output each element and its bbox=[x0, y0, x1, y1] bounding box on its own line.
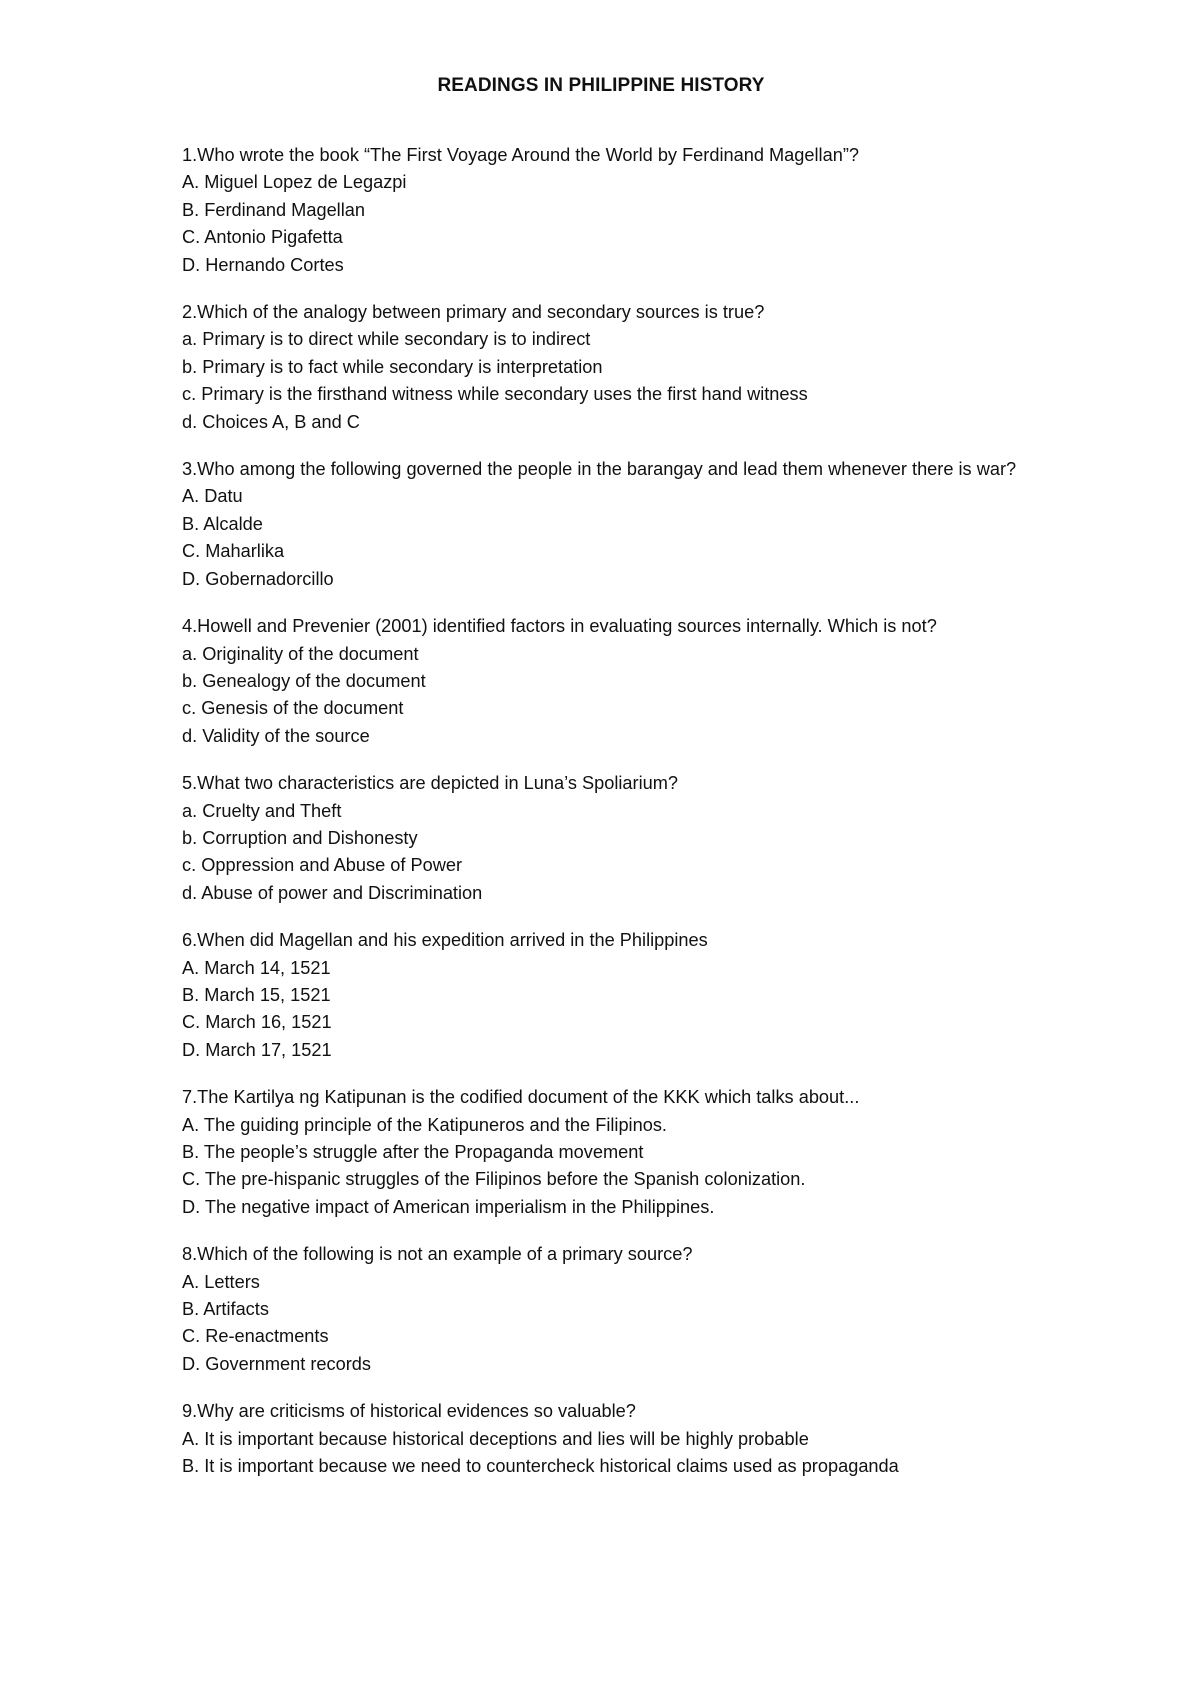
choice-list bbox=[182, 955, 1020, 1065]
choice: B. Alcalde bbox=[182, 513, 263, 534]
choice: c. Oppression and Abuse of Power bbox=[182, 855, 463, 876]
choice: D. Gobernadorcillo bbox=[182, 568, 334, 589]
question-8 bbox=[182, 1241, 1020, 1378]
question-text: 7.The Kartilya ng Katipunan is the codified document of the KKK which talks about... bbox=[182, 1087, 860, 1108]
choice: a. Cruelty and Theft bbox=[182, 800, 342, 821]
question-3 bbox=[182, 456, 1020, 593]
choice: c. Primary is the firsthand witness while secondary uses the first hand witness bbox=[182, 384, 808, 405]
question-7 bbox=[182, 1084, 1020, 1221]
choice: B. March 15, 1521 bbox=[182, 984, 331, 1005]
choice: C. Antonio Pigafetta bbox=[182, 227, 343, 248]
choice: A. Letters bbox=[182, 1271, 260, 1292]
question-text: 2.Which of the analogy between primary and secondary sources is true? bbox=[182, 302, 765, 323]
question-2 bbox=[182, 299, 1020, 436]
question-text: 5.What two characteristics are depicted in Luna’s Spoliarium? bbox=[182, 773, 679, 794]
choice: D. Government records bbox=[182, 1353, 372, 1374]
choice-list bbox=[182, 483, 1020, 593]
choice: d. Abuse of power and Discrimination bbox=[182, 882, 483, 903]
choice: D. The negative impact of American imperialism in the Philippines. bbox=[182, 1196, 715, 1217]
choice-list bbox=[182, 326, 1020, 436]
choice: A. March 14, 1521 bbox=[182, 957, 331, 978]
question-1 bbox=[182, 142, 1020, 279]
choice-list bbox=[182, 169, 1020, 279]
choice: b. Primary is to fact while secondary is interpretation bbox=[182, 356, 603, 377]
choice: C. Re-enactments bbox=[182, 1326, 329, 1347]
question-5 bbox=[182, 770, 1020, 907]
choice: B. Artifacts bbox=[182, 1299, 269, 1320]
choice-list bbox=[182, 1112, 1020, 1222]
choice-list bbox=[182, 1269, 1020, 1379]
choice-list bbox=[182, 641, 1020, 751]
choice: D. March 17, 1521 bbox=[182, 1039, 332, 1060]
choice: d. Validity of the source bbox=[182, 725, 370, 746]
question-9 bbox=[182, 1398, 1020, 1480]
choice: C. The pre-hispanic struggles of the Filipinos before the Spanish colonization. bbox=[182, 1169, 806, 1190]
choice: b. Genealogy of the document bbox=[182, 670, 426, 691]
choice: C. Maharlika bbox=[182, 541, 285, 562]
choice: A. Miguel Lopez de Legazpi bbox=[182, 172, 407, 193]
choice: a. Originality of the document bbox=[182, 643, 419, 664]
question-6 bbox=[182, 927, 1020, 1064]
choice: d. Choices A, B and C bbox=[182, 411, 360, 432]
choice: B. The people’s struggle after the Propaganda movement bbox=[182, 1142, 644, 1162]
question-4 bbox=[182, 613, 1020, 750]
choice: A. It is important because historical deceptions and lies will be highly probable bbox=[182, 1428, 809, 1449]
choice: B. It is important because we need to countercheck historical claims used as propaganda bbox=[182, 1456, 899, 1477]
choice: a. Primary is to direct while secondary is to indirect bbox=[182, 329, 591, 350]
question-text: 8.Which of the following is not an example of a primary source? bbox=[182, 1244, 693, 1265]
choice: A. Datu bbox=[182, 486, 243, 507]
choice: A. The guiding principle of the Katipuneros and the Filipinos. bbox=[182, 1114, 667, 1135]
question-text: 3.Who among the following governed the people in the barangay and lead them whenever there is war? bbox=[182, 459, 1017, 480]
document-title: READINGS IN PHILIPPINE HISTORY bbox=[437, 75, 765, 96]
choice-list bbox=[182, 798, 1020, 908]
question-text: 6.When did Magellan and his expedition arrived in the Philippines bbox=[182, 930, 708, 951]
choice: c. Genesis of the document bbox=[182, 698, 404, 719]
question-text: 9.Why are criticisms of historical evidences so valuable? bbox=[182, 1401, 636, 1422]
choice: D. Hernando Cortes bbox=[182, 254, 344, 275]
choice-list bbox=[182, 1426, 1020, 1481]
choice: C. March 16, 1521 bbox=[182, 1012, 332, 1033]
question-text: 4.Howell and Prevenier (2001) identified factors in evaluating sources internally. Which is not? bbox=[182, 616, 937, 637]
choice: B. Ferdinand Magellan bbox=[182, 199, 365, 220]
question-text: 1.Who wrote the book “The First Voyage Around the World by Ferdinand Magellan”? bbox=[182, 145, 860, 165]
choice: b. Corruption and Dishonesty bbox=[182, 827, 418, 848]
